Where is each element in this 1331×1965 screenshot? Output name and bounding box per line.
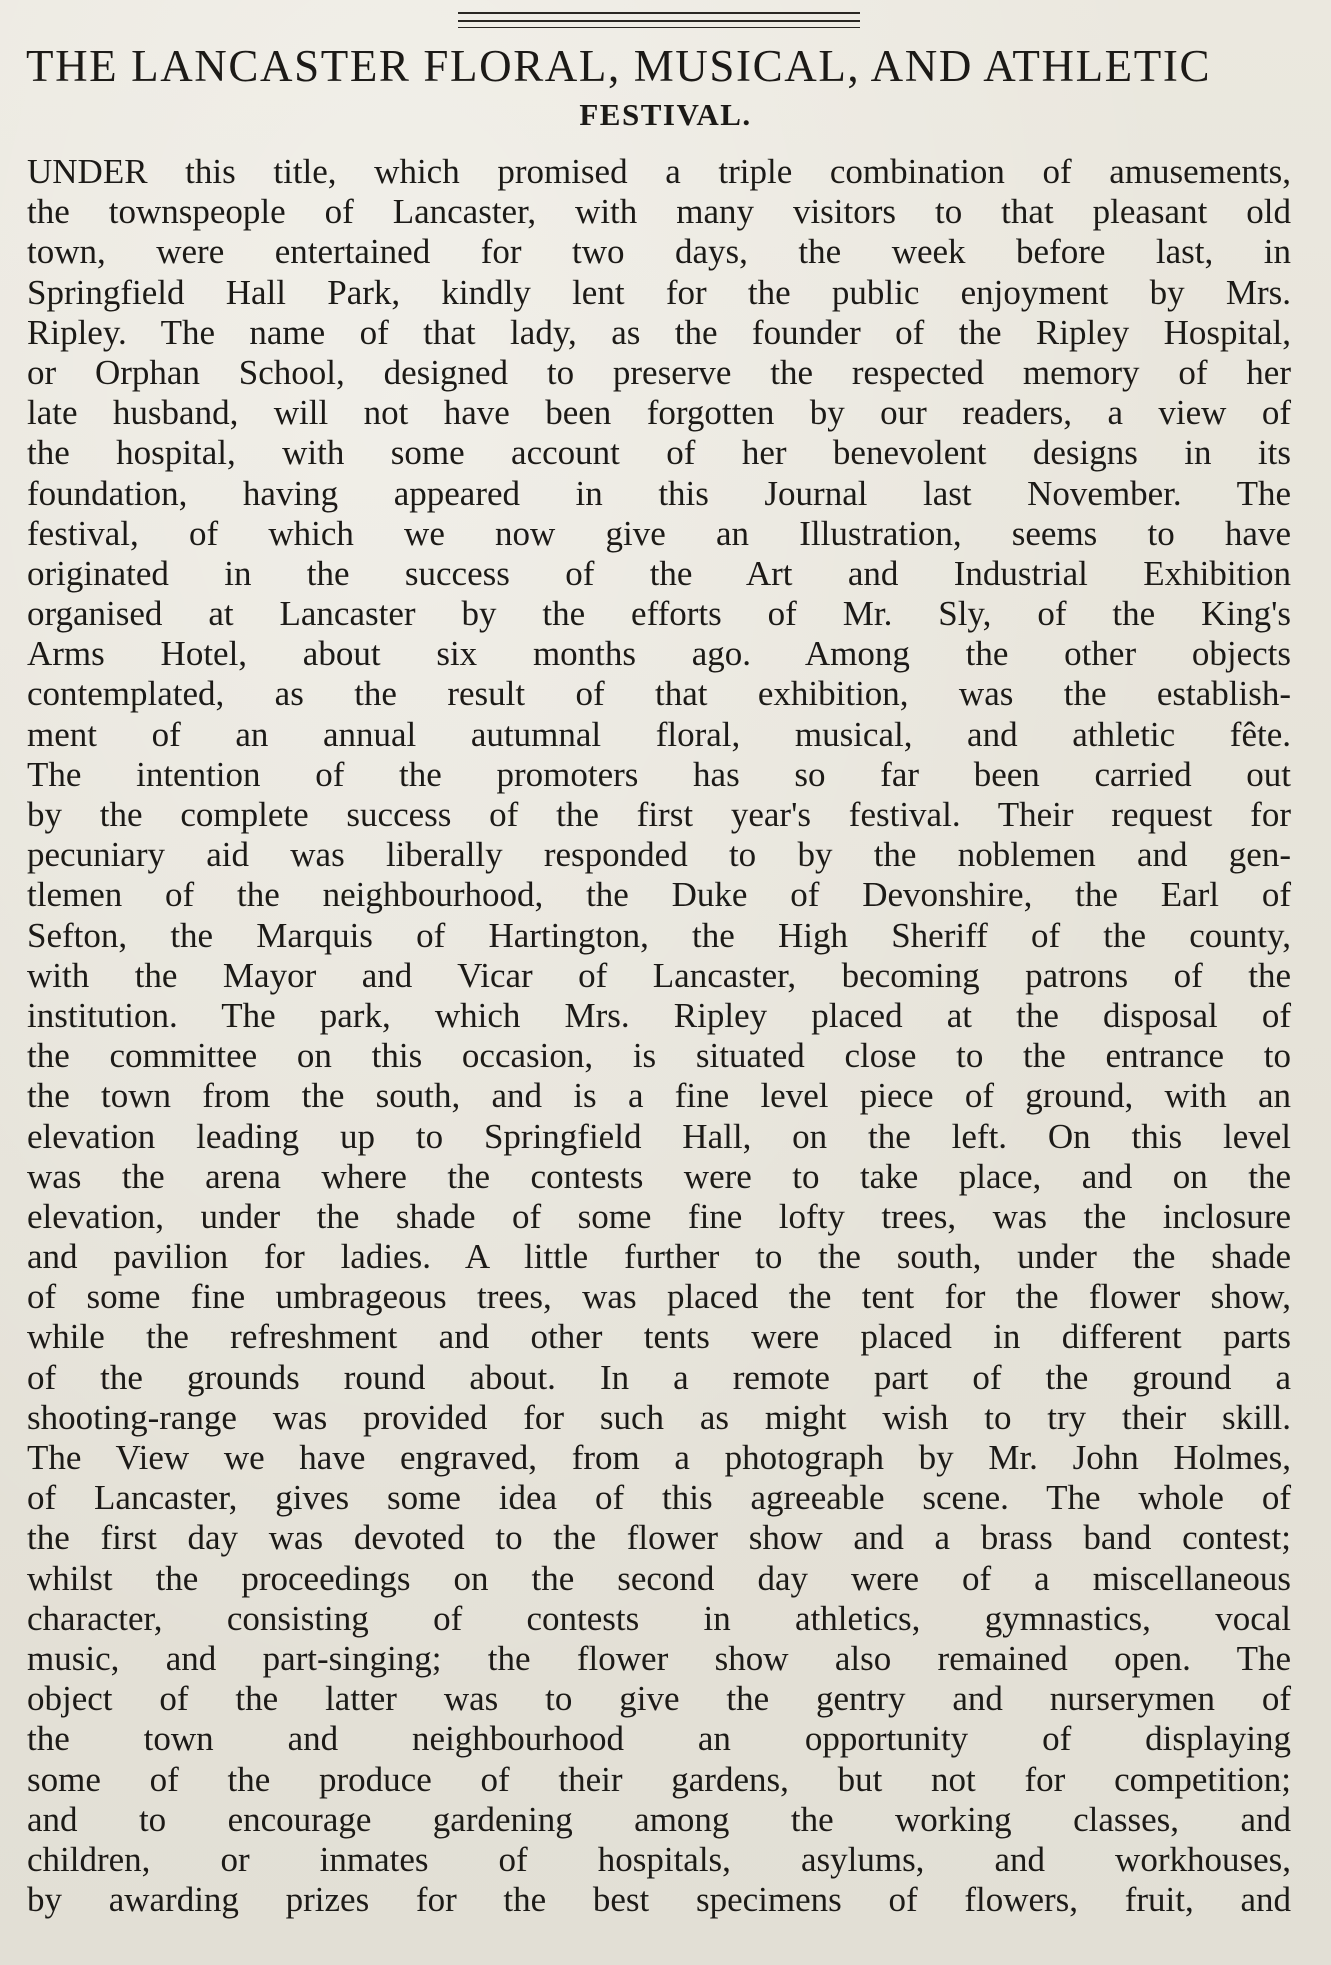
article-text-line: of some fine umbrageous trees, was placed the tent for the flower show, — [27, 1277, 1291, 1317]
article-text-line: with the Mayor and Vicar of Lancaster, becoming patrons of the — [27, 955, 1291, 995]
article-text-line: elevation leading up to Springfield Hall, on the left. On this level — [27, 1116, 1291, 1156]
article-text-line: or Orphan School, designed to preserve the respected memory of her — [27, 352, 1291, 392]
article-text-line: foundation, having appeared in this Journal last November. The — [27, 473, 1291, 513]
top-rule — [458, 27, 860, 28]
article-body — [27, 152, 1291, 1920]
article-text-line: some of the produce of their gardens, but not for competition; — [27, 1759, 1291, 1799]
article-text-line: music, and part-singing; the flower show also remained open. The — [27, 1638, 1291, 1678]
article-text-line: organised at Lancaster by the efforts of Mr. Sly, of the King's — [27, 594, 1291, 634]
article-text-line: and pavilion for ladies. A little further to the south, under the shade — [27, 1237, 1291, 1277]
article-text-line: the committee on this occasion, is situated close to the entrance to — [27, 1036, 1291, 1076]
article-text-line: late husband, will not have been forgotten by our readers, a view of — [27, 393, 1291, 433]
article-subheadline: FESTIVAL. — [579, 97, 752, 132]
top-rule — [458, 20, 860, 22]
article-text-line: the town from the south, and is a fine level piece of ground, with an — [27, 1076, 1291, 1116]
article-text-line: Ripley. The name of that lady, as the founder of the Ripley Hospital, — [27, 312, 1291, 352]
article-text-line: Sefton, the Marquis of Hartington, the High Sheriff of the county, — [27, 915, 1291, 955]
article-text-line: while the refreshment and other tents were placed in different parts — [27, 1317, 1291, 1357]
article-text-line: object of the latter was to give the gentry and nurserymen of — [27, 1679, 1291, 1719]
article-text-line: the hospital, with some account of her benevolent designs in its — [27, 433, 1291, 473]
article-text-line: Springfield Hall Park, kindly lent for the public enjoyment by Mrs. — [27, 272, 1291, 312]
article-text-line: and to encourage gardening among the working classes, and — [27, 1799, 1291, 1839]
article-text-line: the townspeople of Lancaster, with many visitors to that pleasant old — [27, 192, 1291, 232]
article-text-line: festival, of which we now give an Illustration, seems to have — [27, 513, 1291, 553]
article-text-line: of the grounds round about. In a remote part of the ground a — [27, 1357, 1291, 1397]
article-text-line: shooting-range was provided for such as might wish to try their skill. — [27, 1397, 1291, 1437]
article-text-line: UNDER this title, which promised a triple combination of amusements, — [27, 152, 1291, 191]
article-headline: THE LANCASTER FLORAL, MUSICAL, AND ATHLETIC — [26, 41, 1212, 91]
article-text-line: elevation, under the shade of some fine lofty trees, was the inclosure — [27, 1196, 1291, 1236]
article-text-line: the first day was devoted to the flower show and a brass band contest; — [27, 1518, 1291, 1558]
article-text-line: contemplated, as the result of that exhibition, was the establish- — [27, 674, 1291, 714]
article-text-line: character, consisting of contests in athletics, gymnastics, vocal — [27, 1598, 1291, 1638]
article-text-line: of Lancaster, gives some idea of this agreeable scene. The whole of — [27, 1478, 1291, 1518]
article-text-line: town, were entertained for two days, the week before last, in — [27, 232, 1291, 272]
top-rule — [458, 12, 860, 14]
article-text-line: by awarding prizes for the best specimens of flowers, fruit, and — [27, 1880, 1291, 1920]
article-text-line: originated in the success of the Art and Industrial Exhibition — [27, 553, 1291, 593]
article-text-line: institution. The park, which Mrs. Ripley placed at the disposal of — [27, 995, 1291, 1035]
article-text-line: children, or inmates of hospitals, asylums, and workhouses, — [27, 1839, 1291, 1879]
article-text-line: ment of an annual autumnal floral, musical, and athletic fête. — [27, 714, 1291, 754]
article-text-line: tlemen of the neighbourhood, the Duke of Devonshire, the Earl of — [27, 875, 1291, 915]
article-text-line: Arms Hotel, about six months ago. Among the other objects — [27, 634, 1291, 674]
article-text-line: The View we have engraved, from a photograph by Mr. John Holmes, — [27, 1438, 1291, 1477]
article-text-line: by the complete success of the first year's festival. Their request for — [27, 795, 1291, 834]
article-text-line: the town and neighbourhood an opportunity of displaying — [27, 1719, 1291, 1759]
article-text-line: whilst the proceedings on the second day were of a miscellaneous — [27, 1558, 1291, 1598]
article-text-line: pecuniary aid was liberally responded to by the noblemen and gen- — [27, 835, 1291, 875]
article-text-line: The intention of the promoters has so far been carried out — [27, 754, 1291, 794]
article-text-line: was the arena where the contests were to take place, and on the — [27, 1156, 1291, 1196]
